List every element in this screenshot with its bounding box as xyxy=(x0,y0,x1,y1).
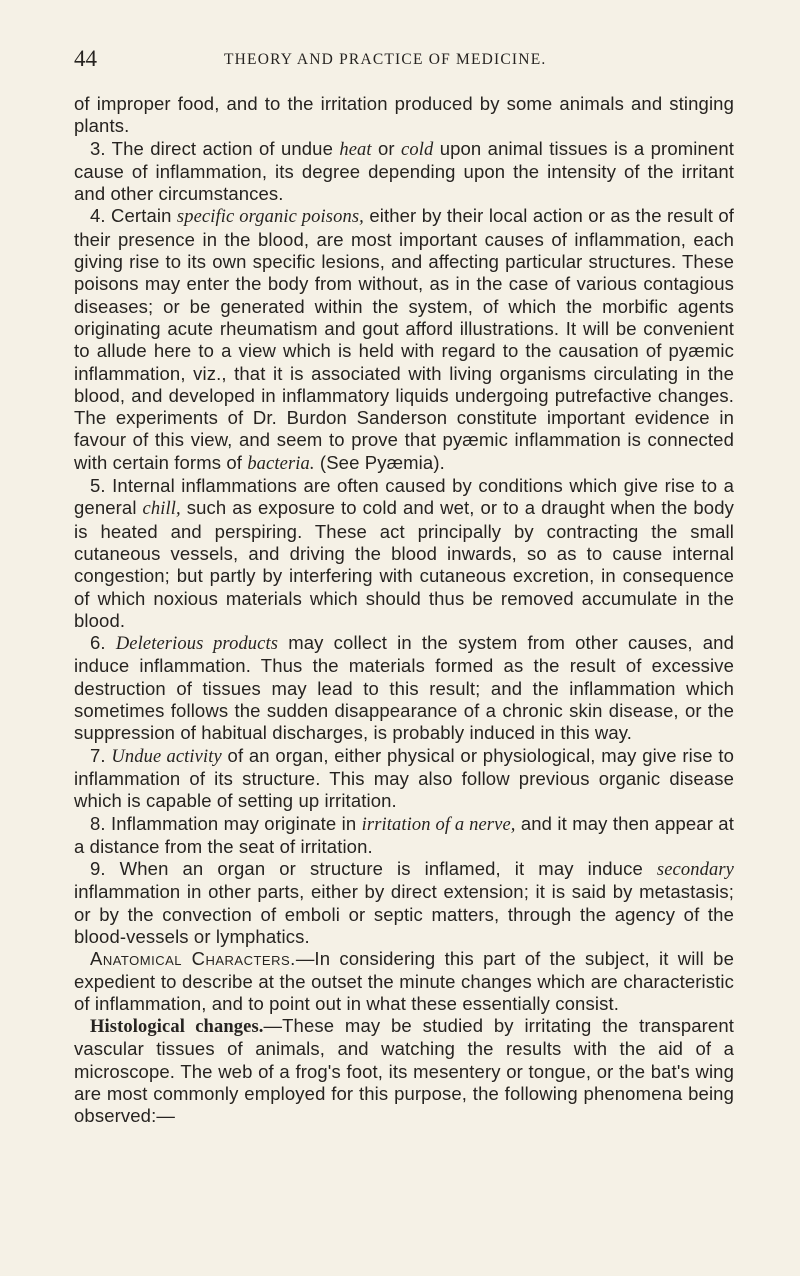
italic-term: irritation of a nerve, xyxy=(361,814,516,835)
paragraph-text: or xyxy=(371,137,402,159)
paragraph-text: 4. Certain xyxy=(90,205,177,227)
paragraph-text: upon animal tissues is a prominent cause of inflammation, its degree depending upon the intensity of the irritant and other circumstances. xyxy=(74,137,734,205)
paragraph-text: of improper food, and to the irritation produced by some animals and stinging plants. xyxy=(74,93,734,137)
paragraph-anatomical-characters xyxy=(74,948,734,1015)
running-title: THEORY AND PRACTICE OF MEDICINE. xyxy=(224,51,547,68)
paragraph-cause-5 xyxy=(74,475,734,632)
italic-term: Deleterious products xyxy=(115,634,279,655)
paragraph-text: inflammation in other parts, either by direct extension; it is said by metastasis; or by the convection of emboli or septic matters, through the agency of the blood-vessels or lymphatics. xyxy=(74,881,734,947)
italic-term: bacteria. xyxy=(247,453,315,474)
paragraph-text: (See Pyæmia). xyxy=(314,451,445,473)
page-number: 44 xyxy=(74,46,97,71)
paragraph-text: —In considering this part of the subject, it will be expedient to describe at the outset the minute changes which are characteristic of inflammation, and to point out in what these essentially consist. xyxy=(74,948,734,1014)
paragraph-cause-3 xyxy=(74,138,734,206)
paragraph-text: either by their local action or as the result of their presence in the blood, are most important causes of inflammation, each giving rise to its own specific lesions, and affecting particular structures. These poisons may enter the body from without, as in the case of various contagious diseases; or be generated within the system, of which the morbific agents originating acute rheumatism and gout afford illustrations. It will be convenient to allude here to a view which is held with regard to the causation of pyæmic inflammation, viz., that it is associated with living organisms circulating in the blood, and developed in inflammatory liquids undergoing putrefactive changes. The experiments of Dr. Burdon Sanderson constitute important evidence in favour of this view, and seem to prove that pyæmic inflammation is connected with certain forms of xyxy=(74,205,735,473)
paragraph-cause-4 xyxy=(74,205,734,475)
paragraph-histological-changes xyxy=(74,1015,734,1127)
paragraph-cause-6 xyxy=(74,632,734,744)
italic-term: specific organic poisons, xyxy=(176,207,364,228)
italic-term: Undue activity xyxy=(111,746,222,767)
italic-term: secondary xyxy=(656,860,734,881)
paragraph-text: 5. Internal inflammations are often caused by conditions which give rise to a general xyxy=(74,475,734,519)
paragraph-text: may collect in the system from other causes, and induce inflammation. Thus the materials formed as the result of excessive destruction of tissues may lead to this result; and the inflammation which sometimes follows the sudden disappearance of a chronic skin disease, or the suppression of habitual discharges, is probably induced in this way. xyxy=(74,632,734,744)
paragraph-text: 6. xyxy=(90,632,116,654)
paragraph-text: 3. The direct action of undue xyxy=(90,137,340,159)
section-heading: Anatomical Characters. xyxy=(90,948,296,970)
paragraph-text: and it may then appear at a distance from the seat of irritation. xyxy=(74,812,734,857)
italic-term: heat xyxy=(339,139,372,160)
paragraph-cause-7 xyxy=(74,745,734,813)
subsection-heading: Histological changes. xyxy=(90,1017,264,1038)
paragraph-text: —These may be studied by irritating the transparent vascular tissues of animals, and watching the results with the aid of a microscope. The web of a frog's foot, its mesentery or tongue, or the bat's wing are most commonly employed for this purpose, the following phenomena being observed:— xyxy=(74,1015,734,1127)
paragraph-text: 8. Inflammation may originate in xyxy=(90,812,362,834)
paragraph-text: 7. xyxy=(90,744,112,766)
italic-term: cold xyxy=(401,139,434,160)
paragraph-text: of an organ, either physical or physiological, may give rise to inflammation of its structure. This may also follow previous organic disease which is capable of setting up irritation. xyxy=(74,744,734,812)
paragraph-cause-8 xyxy=(74,813,734,859)
paragraph-continuation xyxy=(74,93,734,138)
body-text xyxy=(74,93,734,1128)
paragraph-text: such as exposure to cold and wet, or to a draught when the body is heated and perspiring. These act principally by contracting the small cutaneous vessels, and driving the blood inwards, so as to cause internal congestion; but partly by interfering with cutaneous excretion, in consequence of which noxious materials which should thus be removed accumulate in the blood. xyxy=(74,497,734,631)
italic-term: chill, xyxy=(142,499,181,520)
paragraph-text: 9. When an organ or structure is inflamed, it may induce xyxy=(90,858,657,880)
running-head xyxy=(74,47,714,71)
paragraph-cause-9 xyxy=(74,858,734,948)
